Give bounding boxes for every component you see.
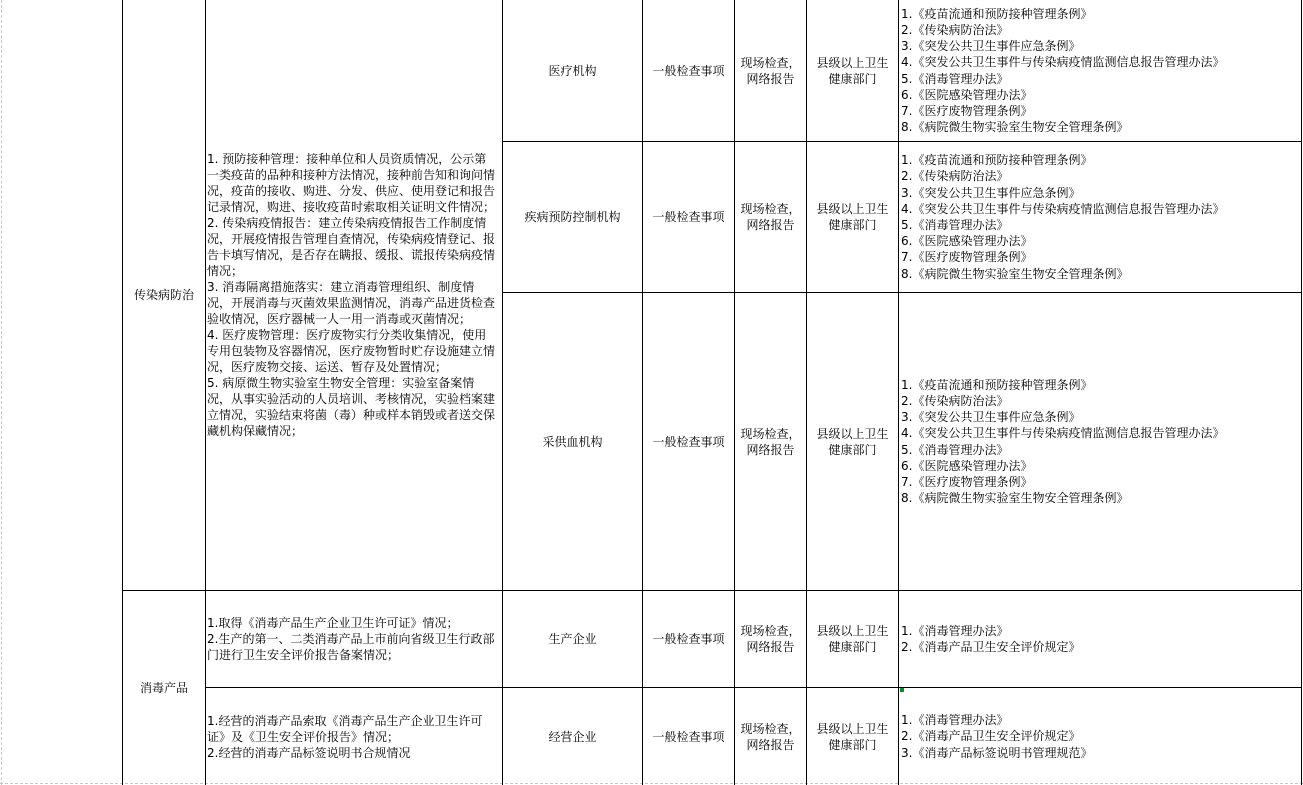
content-cell[interactable] xyxy=(207,0,501,590)
item-type: 一般检查事项 xyxy=(652,63,725,78)
content-cell[interactable] xyxy=(207,591,501,687)
column-border xyxy=(1301,0,1302,785)
inspection-agency: 县级以上卫生健康部门 xyxy=(816,202,889,232)
item-type-cell[interactable] xyxy=(643,591,734,687)
laws-cell[interactable] xyxy=(899,142,1301,292)
object-cell[interactable] xyxy=(503,142,642,292)
inspection-method: 现场检查，网络报告 xyxy=(740,624,801,654)
inspection-method: 现场检查，网络报告 xyxy=(740,721,801,752)
legal-basis: 1.《疫苗流通和预防接种管理条例》 2.《传染病防治法》 3.《突发公共卫生事件应急条例》 4.《突发公共卫生事件与传染病疫情监测信息报告管理办法》 5.《消毒管理办法》 6.《医院感染管理办法》 7.《医疗废物管理条例》 8.《病院微生物实验室生物安全管理条例》 xyxy=(901,6,1225,135)
laws-cell[interactable] xyxy=(899,688,1301,785)
legal-basis: 1.《疫苗流通和预防接种管理条例》 2.《传染病防治法》 3.《突发公共卫生事件应急条例》 4.《突发公共卫生事件与传染病疫情监测信息报告管理办法》 5.《消毒管理办法》 6.《医院感染管理办法》 7.《医疗废物管理条例》 8.《病院微生物实验室生物安全管理条例》 xyxy=(901,377,1225,506)
content-cell[interactable] xyxy=(207,688,501,785)
inspection-method: 现场检查，网络报告 xyxy=(740,55,801,86)
inspection-method: 现场检查，网络报告 xyxy=(740,426,801,457)
object-cell[interactable] xyxy=(503,591,642,687)
cell-comment-indicator-icon xyxy=(900,688,904,692)
inspection-object: 采供血机构 xyxy=(542,434,603,449)
item-type: 一般检查事项 xyxy=(652,210,725,224)
method-cell[interactable] xyxy=(735,293,806,590)
legal-basis: 1.《消毒管理办法》 2.《消毒产品卫生安全评价规定》 xyxy=(901,623,1081,654)
method-cell[interactable] xyxy=(735,591,806,687)
inspection-object: 医疗机构 xyxy=(548,63,597,78)
legal-basis: 1.《疫苗流通和预防接种管理条例》 2.《传染病防治法》 3.《突发公共卫生事件应急条例》 4.《突发公共卫生事件与传染病疫情监测信息报告管理办法》 5.《消毒管理办法》 6.《医院感染管理办法》 7.《医疗废物管理条例》 8.《病院微生物实验室生物安全管理条例》 xyxy=(901,153,1225,281)
category-cell[interactable] xyxy=(123,591,205,785)
inspection-agency: 县级以上卫生健康部门 xyxy=(816,55,889,86)
inspection-object: 经营企业 xyxy=(548,729,597,744)
item-type: 一般检查事项 xyxy=(652,729,725,744)
agency-cell[interactable] xyxy=(807,591,898,687)
inspection-content: 1.取得《消毒产品生产企业卫生许可证》情况； 2.生产的第一、二类消毒产品上市前向省级卫生行政部门进行卫生安全评价报告备案情况； xyxy=(207,616,495,662)
method-cell[interactable] xyxy=(735,142,806,292)
item-type-cell[interactable] xyxy=(643,688,734,785)
object-cell[interactable] xyxy=(503,0,642,141)
inspection-agency: 县级以上卫生健康部门 xyxy=(816,624,889,654)
category-label: 消毒产品 xyxy=(139,681,188,695)
laws-cell[interactable] xyxy=(899,591,1301,687)
agency-cell[interactable] xyxy=(807,0,898,141)
method-cell[interactable] xyxy=(735,0,806,141)
inspection-agency: 县级以上卫生健康部门 xyxy=(816,426,889,457)
inspection-method: 现场检查，网络报告 xyxy=(740,202,801,232)
inspection-content: 1. 预防接种管理：接种单位和人员资质情况，公示第一类疫苗的品种和接种方法情况，接种前告知和询问情况，疫苗的接收、购进、分发、供应、使用登记和报告记录情况，购进、接收疫苗时索取相关证明文件情况； 2. 传染病疫情报告：建立传染病疫情报告工作制度情况，开展疫情报告管理自查情况，传染病疫情登记、报告卡填写情况，是否存在瞒报、缓报、谎报传染病疫情情况； 3. 消毒隔离措施落实：建立消毒管理组织、制度情况，开展消毒与灭菌效果监测情况，消毒产品进货检查验收情况，医疗器械一人一用一消毒或灭菌情况； 4. 医疗废物管理：医疗废物实行分类收集情况，使用专用包装物及容器情况，医疗废物暂时贮存设施建立情况，医疗废物交接、运送、暂存及处置情况； 5. 病原微生物实验室生物安全管理：实验室备案情况，从事实验活动的人员培训、考核情况，实验档案建立情况，实验结束将菌（毒）种或样本销毁或者送交保藏机构保藏情况； xyxy=(207,152,496,438)
agency-cell[interactable] xyxy=(807,293,898,590)
object-cell[interactable] xyxy=(503,293,642,590)
column-border xyxy=(205,0,206,785)
laws-cell[interactable] xyxy=(899,293,1301,590)
agency-cell[interactable] xyxy=(807,688,898,785)
item-type: 一般检查事项 xyxy=(652,434,725,449)
sheet-gridline xyxy=(1,0,3,785)
object-cell[interactable] xyxy=(503,688,642,785)
item-type-cell[interactable] xyxy=(643,293,734,590)
item-type-cell[interactable] xyxy=(643,0,734,141)
item-type: 一般检查事项 xyxy=(652,632,725,646)
method-cell[interactable] xyxy=(735,688,806,785)
legal-basis: 1.《消毒管理办法》 2.《消毒产品卫生安全评价规定》 3.《消毒产品标签说明书管理规范》 xyxy=(901,713,1093,760)
item-type-cell[interactable] xyxy=(643,142,734,292)
inspection-object: 疾病预防控制机构 xyxy=(524,210,621,224)
category-cell[interactable] xyxy=(123,0,205,590)
laws-cell[interactable] xyxy=(899,0,1301,141)
agency-cell[interactable] xyxy=(807,142,898,292)
category-label: 传染病防治 xyxy=(133,288,194,302)
inspection-content: 1.经营的消毒产品索取《消毒产品生产企业卫生许可证》及《卫生安全评价报告》情况； 2.经营的消毒产品标签说明书合规情况 xyxy=(207,713,483,760)
inspection-agency: 县级以上卫生健康部门 xyxy=(816,721,889,752)
inspection-object: 生产企业 xyxy=(548,632,597,646)
